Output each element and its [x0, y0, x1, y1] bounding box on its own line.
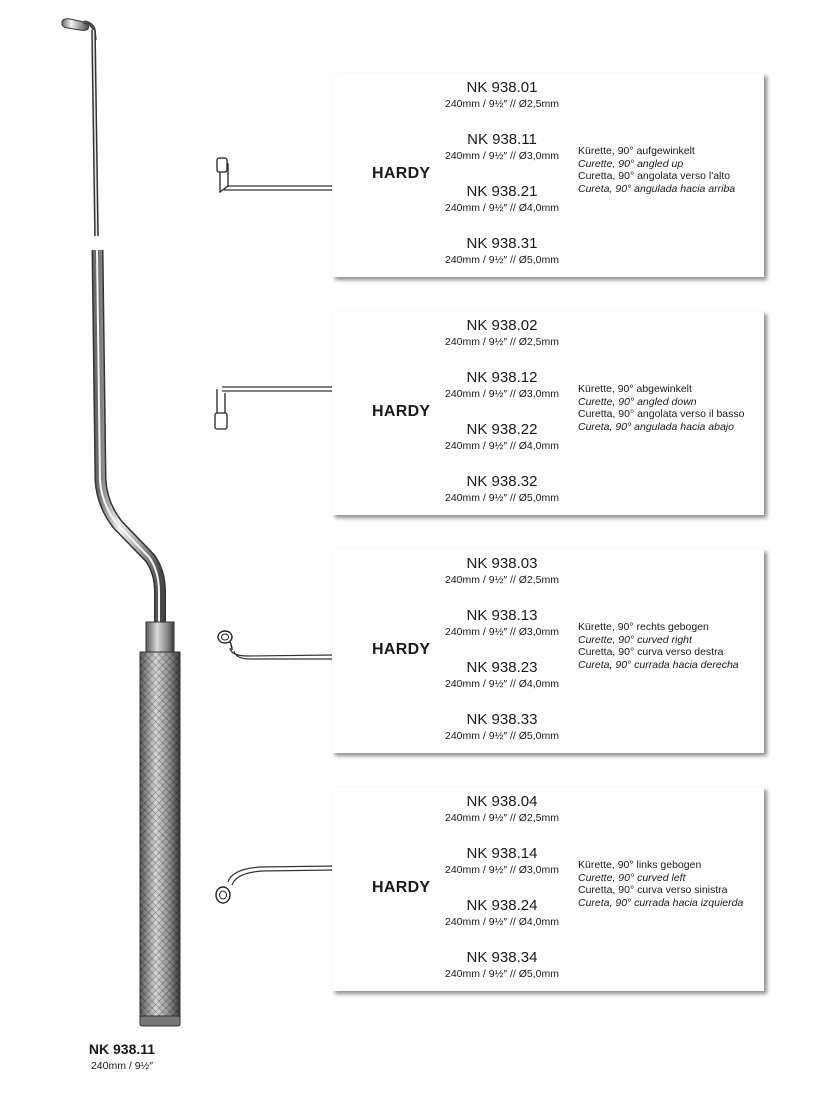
tip-detail-angled-up: [217, 158, 334, 192]
product-code: NK 938.01: [466, 79, 538, 96]
product-code: NK 938.12: [466, 369, 538, 386]
product-dims: 240mm / 9½″ // Ø2,5mm: [444, 812, 559, 824]
product-panel-angled-up: [332, 73, 764, 277]
product-dims: 240mm / 9½″ // Ø2,5mm: [444, 336, 559, 348]
tip-detail-curved-left: [216, 866, 334, 903]
description-es: Cureta, 90° angulada hacia arriba: [578, 182, 736, 195]
instrument-caption-code: NK 938.11: [88, 1041, 156, 1057]
product-dims: 240mm / 9½″ // Ø3,0mm: [444, 864, 559, 876]
product-dims: 240mm / 9½″ // Ø3,0mm: [444, 388, 559, 400]
product-panel-curved-right: [332, 549, 764, 753]
brand-label: HARDY: [372, 165, 431, 182]
description-en: Curette, 90° angled down: [578, 395, 697, 408]
description-es: Cureta, 90° currada hacia izquierda: [578, 896, 744, 909]
product-code: NK 938.33: [466, 711, 538, 728]
product-dims: 240mm / 9½″ // Ø3,0mm: [444, 150, 559, 162]
product-code: NK 938.34: [466, 949, 538, 966]
description-de: Kürette, 90° links gebogen: [578, 859, 702, 871]
description-it: Curetta, 90° curva verso destra: [578, 646, 724, 659]
product-dims: 240mm / 9½″ // Ø4,0mm: [444, 202, 559, 214]
product-dims: 240mm / 9½″ // Ø5,0mm: [444, 492, 559, 504]
brand-label: HARDY: [372, 879, 431, 896]
product-code: NK 938.11: [467, 131, 537, 148]
description-en: Curette, 90° curved left: [578, 871, 686, 884]
product-code: NK 938.22: [466, 421, 538, 438]
description-es: Cureta, 90° currada hacia derecha: [578, 658, 739, 671]
product-panel-angled-down: [332, 311, 764, 515]
product-code: NK 938.13: [466, 607, 538, 624]
product-dims: 240mm / 9½″ // Ø3,0mm: [444, 626, 559, 638]
product-code: NK 938.14: [466, 845, 538, 862]
brand-label: HARDY: [372, 403, 431, 420]
product-code: NK 938.23: [466, 659, 538, 676]
description-en: Curette, 90° curved right: [578, 633, 692, 646]
description-de: Kürette, 90° aufgewinkelt: [578, 145, 695, 157]
product-description: [578, 621, 739, 671]
instrument-caption-dimension: 240mm / 9½″: [90, 1060, 154, 1072]
product-dims: 240mm / 9½″ // Ø5,0mm: [444, 254, 559, 266]
description-it: Curetta, 90° curva verso sinistra: [578, 884, 728, 897]
product-panel-curved-left: [332, 787, 764, 991]
product-dims: 240mm / 9½″ // Ø5,0mm: [444, 730, 559, 742]
product-code: NK 938.02: [466, 317, 538, 334]
description-es: Cureta, 90° angulada hacia abajo: [578, 420, 734, 433]
product-code: NK 938.04: [466, 793, 538, 810]
product-code: NK 938.31: [466, 235, 538, 252]
brand-label: HARDY: [372, 641, 431, 658]
description-it: Curetta, 90° angolata verso il basso: [578, 408, 745, 421]
description-de: Kürette, 90° abgewinkelt: [578, 383, 692, 395]
product-description: [578, 859, 743, 909]
instrument-collar: [146, 622, 174, 652]
product-dims: 240mm / 9½″ // Ø4,0mm: [444, 440, 559, 452]
product-dims: 240mm / 9½″ // Ø4,0mm: [444, 916, 559, 928]
product-code: NK 938.03: [466, 555, 538, 572]
description-en: Curette, 90° angled up: [578, 157, 684, 170]
description-de: Kürette, 90° rechts gebogen: [578, 621, 709, 633]
product-dims: 240mm / 9½″ // Ø2,5mm: [444, 98, 559, 110]
product-dims: 240mm / 9½″ // Ø4,0mm: [444, 678, 559, 690]
instrument-handle: [140, 652, 180, 1026]
product-description: [578, 383, 744, 433]
product-description: [578, 145, 735, 195]
tip-detail-angled-down: [215, 387, 334, 429]
product-dims: 240mm / 9½″ // Ø5,0mm: [444, 968, 559, 980]
description-it: Curetta, 90° angolata verso l'alto: [578, 170, 731, 183]
instrument-tip: [62, 19, 95, 40]
product-code: NK 938.24: [466, 897, 538, 914]
product-code: NK 938.32: [466, 473, 538, 490]
tip-detail-curved-right: [218, 631, 334, 659]
product-code: NK 938.21: [466, 183, 538, 200]
product-dims: 240mm / 9½″ // Ø2,5mm: [444, 574, 559, 586]
